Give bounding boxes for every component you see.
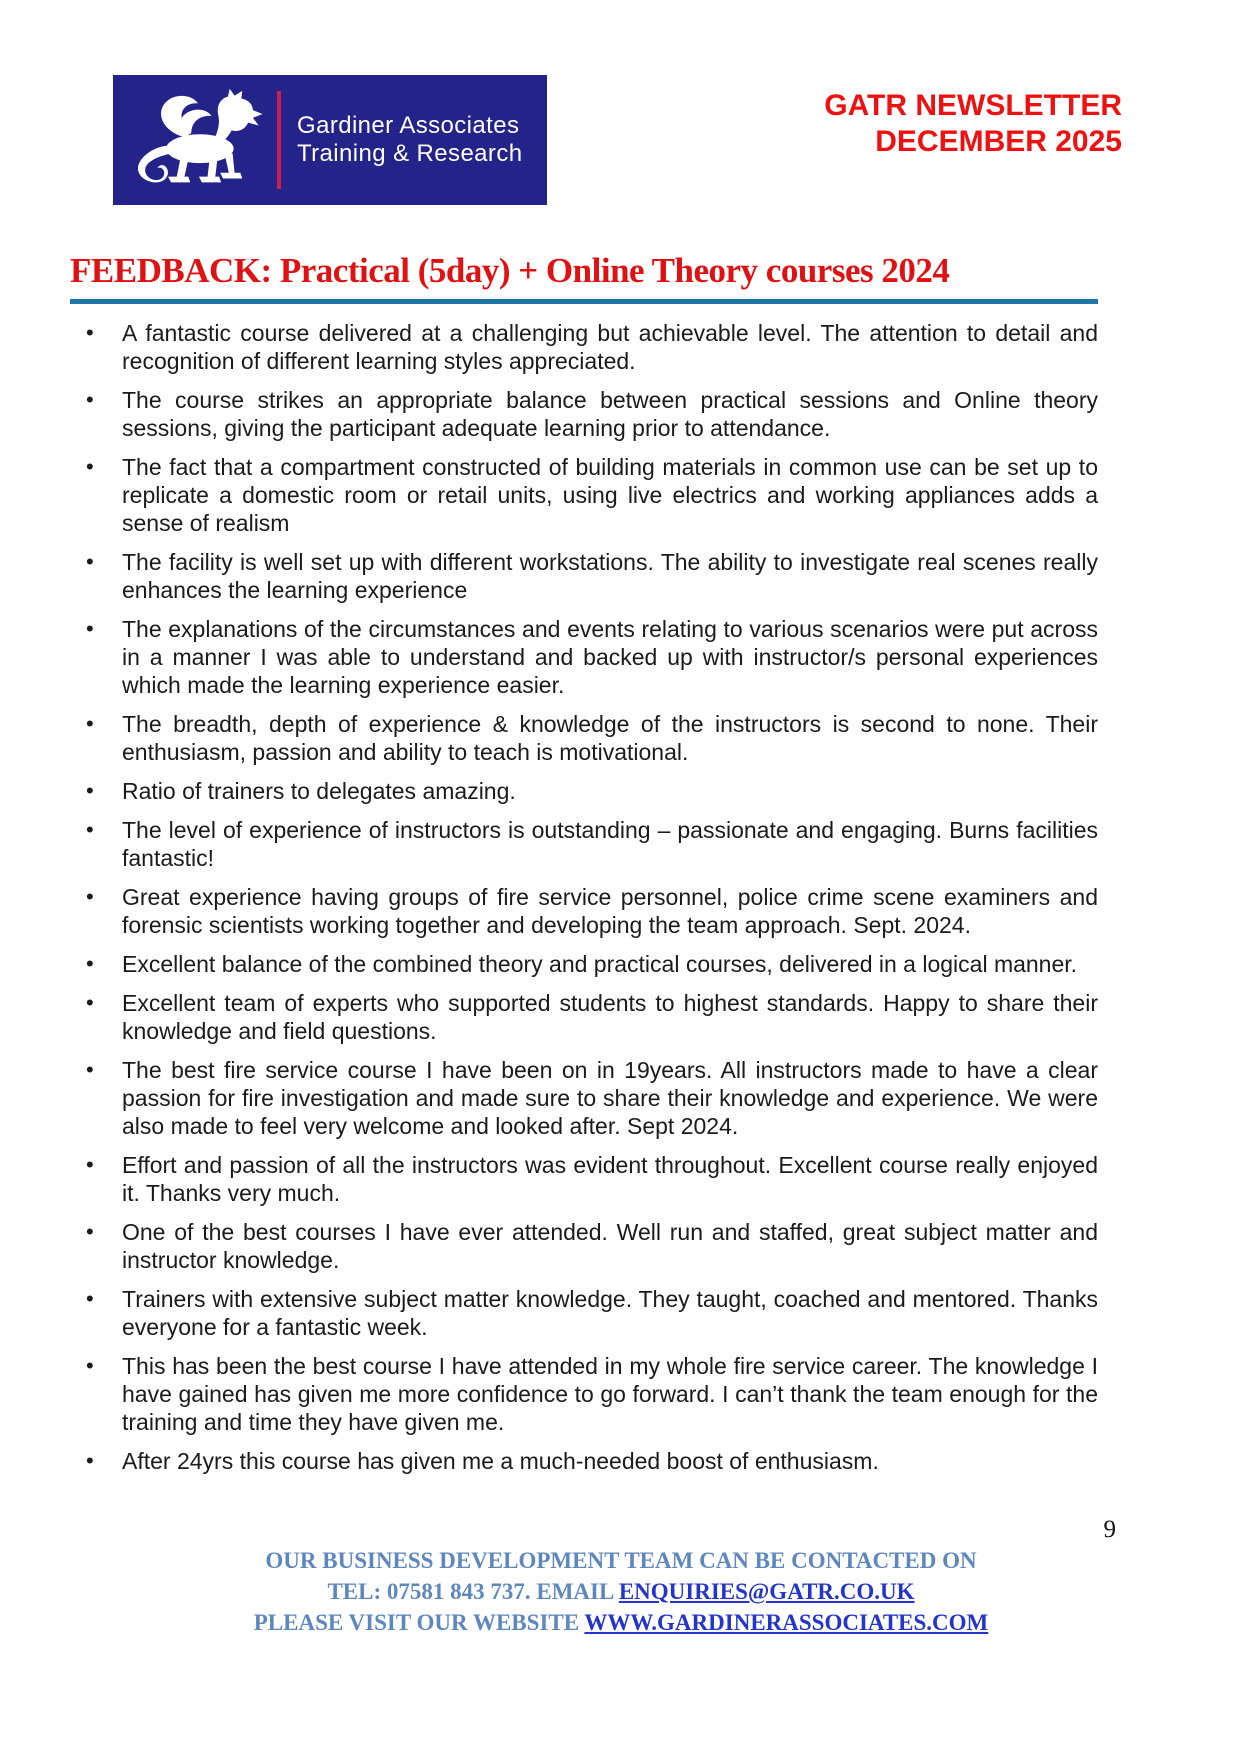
bullet-icon: • [86, 1219, 94, 1244]
footer-website-text: PLEASE VISIT OUR WEBSITE [253, 1610, 585, 1635]
bullet-icon: • [86, 711, 94, 736]
bullet-icon: • [86, 1353, 94, 1378]
list-item [70, 1056, 1098, 1140]
feedback-text: A fantastic course delivered at a challenging but achievable level. The attention to detail and recognition of different learning styles appreciated. [122, 320, 1098, 374]
feedback-text: The facility is well set up with different workstations. The ability to investigate real scenes really enhances the learning experience [122, 549, 1098, 603]
bullet-icon: • [86, 1152, 94, 1177]
feedback-text: Excellent team of experts who supported students to highest standards. Happy to share their knowledge and field questions. [122, 990, 1098, 1044]
dragon-icon [121, 87, 273, 193]
bullet-icon: • [86, 1286, 94, 1311]
list-item [70, 1218, 1098, 1274]
title-underline [70, 299, 1098, 304]
feedback-text: This has been the best course I have attended in my whole fire service career. The knowledge I have gained has given me more confidence to go forward. I can’t thank the team enough for the training and time they have given me. [122, 1353, 1098, 1435]
website-link[interactable]: WWW.GARDINERASSOCIATES.COM [584, 1610, 989, 1635]
footer-line1: OUR BUSINESS DEVELOPMENT TEAM CAN BE CONTACTED ON [265, 1548, 977, 1573]
list-item [70, 950, 1098, 978]
list-item [70, 548, 1098, 604]
bullet-icon: • [86, 990, 94, 1015]
list-item [70, 615, 1098, 699]
list-item [70, 989, 1098, 1045]
feedback-text: The breadth, depth of experience & knowledge of the instructors is second to none. Their enthusiasm, passion and ability to teach is motivational. [122, 711, 1098, 765]
feedback-text: The best fire service course I have been on in 19years. All instructors made to have a clear passion for fire investigation and made sure to share their knowledge and experience. We were also made to feel very welcome and looked after. Sept 2024. [122, 1057, 1098, 1139]
footer-contact-block [0, 1545, 1242, 1638]
list-item [70, 1447, 1098, 1475]
feedback-text: Effort and passion of all the instructors was evident throughout. Excellent course really enjoyed it. Thanks very much. [122, 1152, 1098, 1206]
feedback-list [70, 319, 1098, 1475]
list-item [70, 710, 1098, 766]
feedback-text: Trainers with extensive subject matter knowledge. They taught, coached and mentored. Thanks everyone for a fantastic week. [122, 1286, 1098, 1340]
bullet-icon: • [86, 1057, 94, 1082]
bullet-icon: • [86, 817, 94, 842]
feedback-text: The explanations of the circumstances and events relating to various scenarios were put across in a manner I was able to understand and backed up with instructor/s personal experiences which made the learning experience easier. [122, 616, 1098, 698]
bullet-icon: • [86, 1448, 94, 1473]
list-item [70, 1151, 1098, 1207]
list-item [70, 386, 1098, 442]
feedback-text: The course strikes an appropriate balance between practical sessions and Online theory sessions, giving the participant adequate learning prior to attendance. [122, 387, 1098, 441]
logo-name-line2: Training & Research [297, 140, 523, 167]
footer-tel-text: TEL: 07581 843 737. EMAIL [327, 1579, 619, 1604]
bullet-icon: • [86, 549, 94, 574]
feedback-text: After 24yrs this course has given me a much-needed boost of enthusiasm. [122, 1448, 879, 1474]
footer-line2 [0, 1576, 1242, 1607]
bullet-icon: • [86, 778, 94, 803]
list-item [70, 1285, 1098, 1341]
logo-divider [277, 91, 281, 189]
bullet-icon: • [86, 387, 94, 412]
feedback-text: Excellent balance of the combined theory and practical courses, delivered in a logical manner. [122, 951, 1078, 977]
page-title: FEEDBACK: Practical (5day) + Online Theory courses 2024 [70, 251, 950, 290]
bullet-icon: • [86, 454, 94, 479]
logo-name-line1: Gardiner Associates [297, 112, 520, 139]
list-item [70, 319, 1098, 375]
bullet-icon: • [86, 884, 94, 909]
feedback-text: The level of experience of instructors is outstanding – passionate and engaging. Burns facilities fantastic! [122, 817, 1098, 871]
logo-wordmark [297, 112, 522, 168]
list-item [70, 453, 1098, 537]
list-item [70, 816, 1098, 872]
bullet-icon: • [86, 320, 94, 345]
bullet-icon: • [86, 616, 94, 641]
list-item [70, 883, 1098, 939]
list-item [70, 777, 1098, 805]
bullet-icon: • [86, 951, 94, 976]
masthead-date: DECEMBER 2025 [875, 125, 1122, 158]
newsletter-masthead [824, 88, 1122, 160]
email-link[interactable]: ENQUIRIES@GATR.CO.UK [618, 1579, 915, 1604]
feedback-text: Ratio of trainers to delegates amazing. [122, 778, 516, 804]
masthead-title: GATR NEWSLETTER [824, 89, 1122, 122]
list-item [70, 1352, 1098, 1436]
feedback-text: Great experience having groups of fire service personnel, police crime scene examiners and forensic scientists working together and developing the team approach. Sept. 2024. [122, 884, 1098, 938]
footer-line3 [0, 1607, 1242, 1638]
company-logo [113, 75, 547, 205]
feedback-text: One of the best courses I have ever attended. Well run and staffed, great subject matter and instructor knowledge. [122, 1219, 1098, 1273]
page-number: 9 [1103, 1516, 1116, 1543]
main-content [70, 250, 1098, 1486]
feedback-text: The fact that a compartment constructed of building materials in common use can be set up to replicate a domestic room or retail units, using live electrics and working appliances adds a sense of realism [122, 454, 1098, 536]
